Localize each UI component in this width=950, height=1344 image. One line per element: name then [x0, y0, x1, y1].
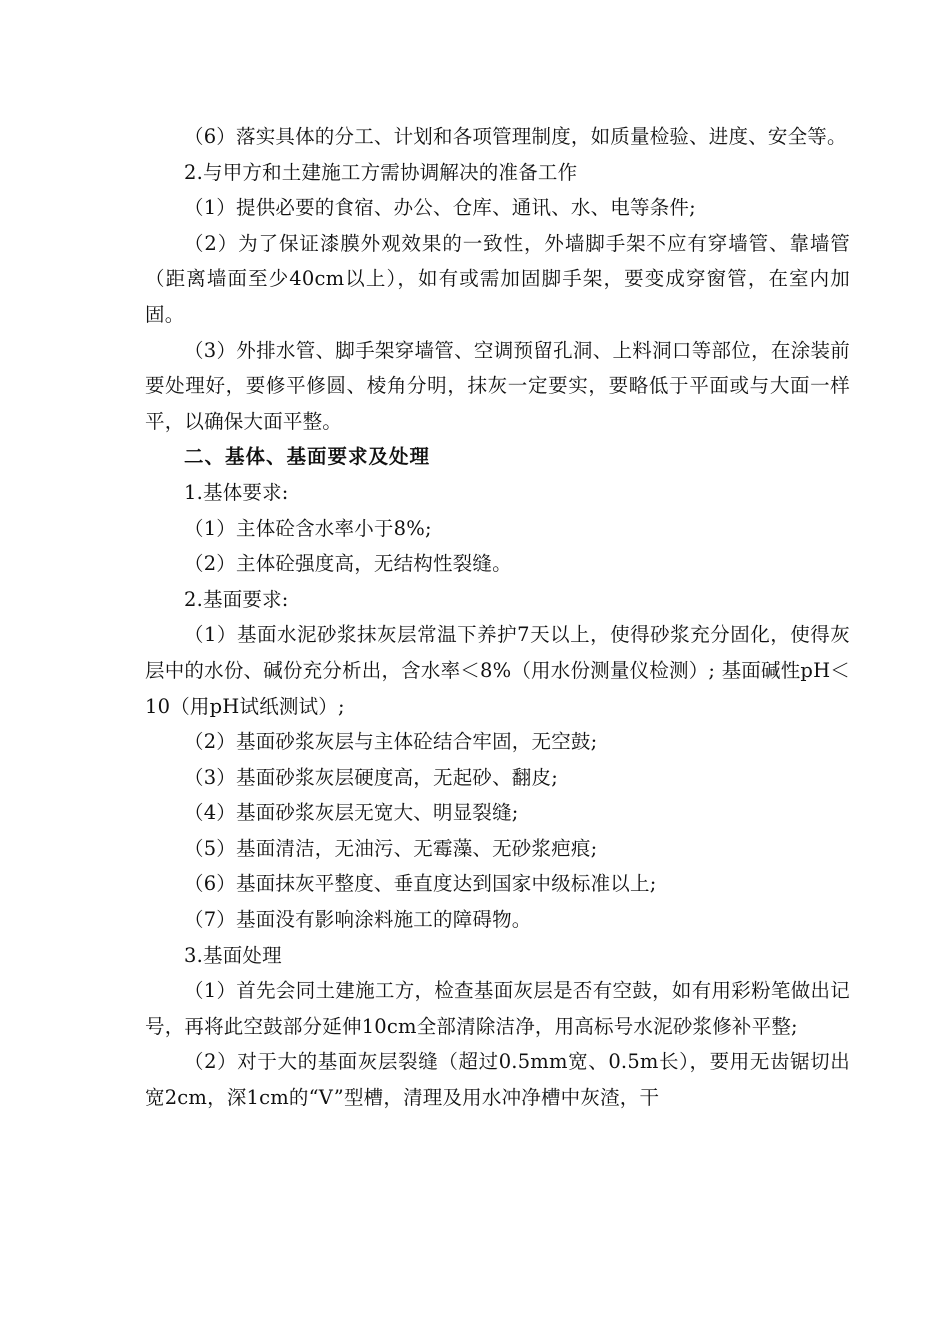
paragraph-16: （6）基面抹灰平整度、垂直度达到国家中级标准以上; [184, 872, 657, 896]
paragraph-8: （1）主体砼含水率小于8%; [184, 516, 432, 540]
paragraph-15: （5）基面清洁，无油污、无霉藻、无砂浆疤痕; [184, 836, 598, 860]
paragraph-2: 2.与甲方和土建施工方需协调解决的准备工作 [184, 160, 578, 184]
paragraph-11: （1）基面水泥砂浆抹灰层常温下养护7天以上，使得砂浆充分固化，使得灰层中的水份、碱份充分析出，含水率＜8%（用水份测量仪检测）; 基面碱性pH＜10（用pH试纸测试）; [145, 623, 850, 718]
paragraph-1: （6）落实具体的分工、计划和各项管理制度，如质量检验、进度、安全等。 [184, 125, 847, 148]
paragraph-18: 3.基面处理 [184, 943, 282, 967]
paragraph-14: （4）基面砂浆灰层无宽大、明显裂缝; [184, 801, 519, 825]
paragraph-12: （2）基面砂浆灰层与主体砼结合牢固，无空鼓; [184, 730, 598, 754]
paragraph-10: 2.基面要求: [184, 587, 289, 611]
document-body [145, 119, 850, 1116]
paragraph-3: （1）提供必要的食宿、办公、仓库、通讯、水、电等条件; [184, 196, 696, 220]
paragraph-9: （2）主体砼强度高，无结构性裂缝。 [184, 552, 512, 576]
paragraph-4: （2）为了保证漆膜外观效果的一致性，外墙脚手架不应有穿墙管、靠墙管（距离墙面至少40cm以上），如有或需加固脚手架，要变成穿窗管，在室内加固。 [145, 231, 850, 326]
paragraph-19: （1）首先会同土建施工方，检查基面灰层是否有空鼓，如有用彩粉笔做出记号，再将此空鼓部分延伸10cm全部清除洁净，用高标号水泥砂浆修补平整; [145, 979, 850, 1038]
paragraph-5: （3）外排水管、脚手架穿墙管、空调预留孔洞、上料洞口等部位，在涂装前要处理好，要修平修圆、棱角分明，抹灰一定要实，要略低于平面或与大面一样平，以确保大面平整。 [145, 338, 850, 433]
paragraph-20: （2）对于大的基面灰层裂缝（超过0.5mm宽、0.5m长），要用无齿锯切出宽2cm，深1cm的“V”型槽，清理及用水冲净槽中灰渣，干 [145, 1050, 850, 1110]
section-heading: 二、基体、基面要求及处理 [184, 445, 431, 469]
paragraph-13: （3）基面砂浆灰层硬度高，无起砂、翻皮; [184, 765, 558, 789]
paragraph-17: （7）基面没有影响涂料施工的障碍物。 [184, 908, 532, 932]
paragraph-7: 1.基体要求: [184, 480, 289, 504]
